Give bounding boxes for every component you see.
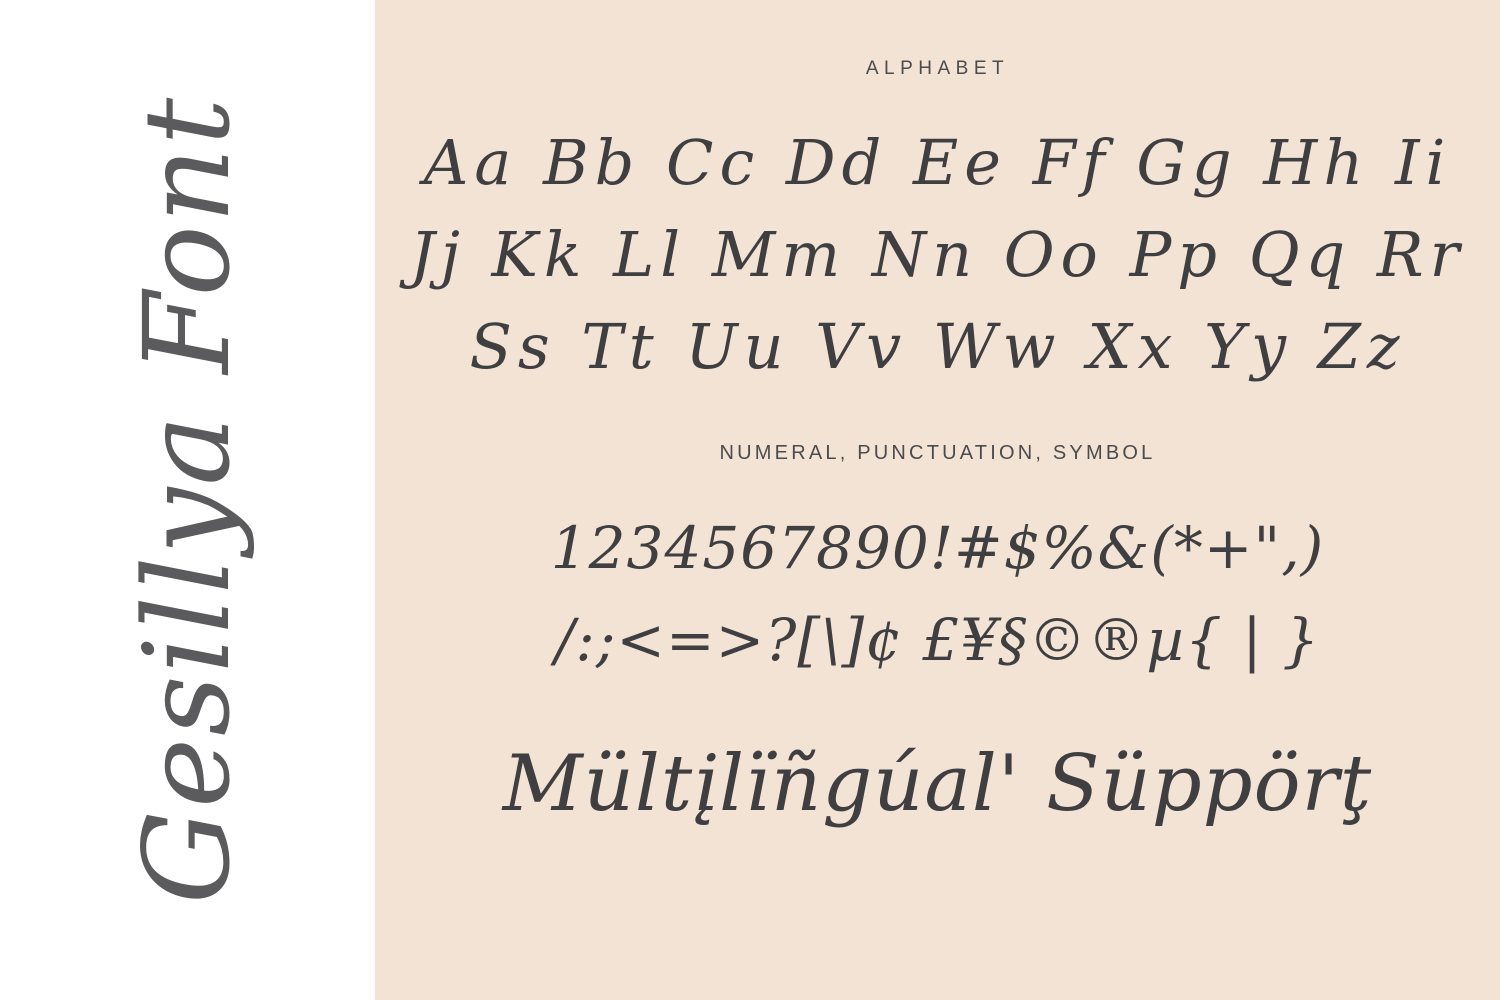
alphabet-row-1: Aa Bb Cc Dd Ee Ff Gg Hh Ii [423, 126, 1452, 199]
alphabet-row-3: Ss Tt Uu Vv Ww Xx Yy Zz [469, 310, 1406, 383]
right-panel [375, 0, 1500, 1000]
vertical-title-container [0, 0, 375, 1000]
alphabet-row-2: Jj Kk Ll Mm Nn Oo Pp Qq Rr [409, 218, 1466, 291]
multilingual-support-sample: Mültįlïñgúal' Süppörţ [502, 739, 1373, 829]
numeral-section-label: NUMERAL, PUNCTUATION, SYMBOL [719, 442, 1156, 464]
alphabet-section-label: ALPHABET [865, 58, 1010, 79]
font-name-title: Gesillya Font [118, 95, 257, 905]
symbol-row-2: /:;<=>?[\]¢ £¥§©®µ{ | } [554, 606, 1321, 674]
left-panel [0, 0, 375, 1000]
symbol-row-1: 1234567890!#$%&(*+",) [550, 514, 1325, 582]
